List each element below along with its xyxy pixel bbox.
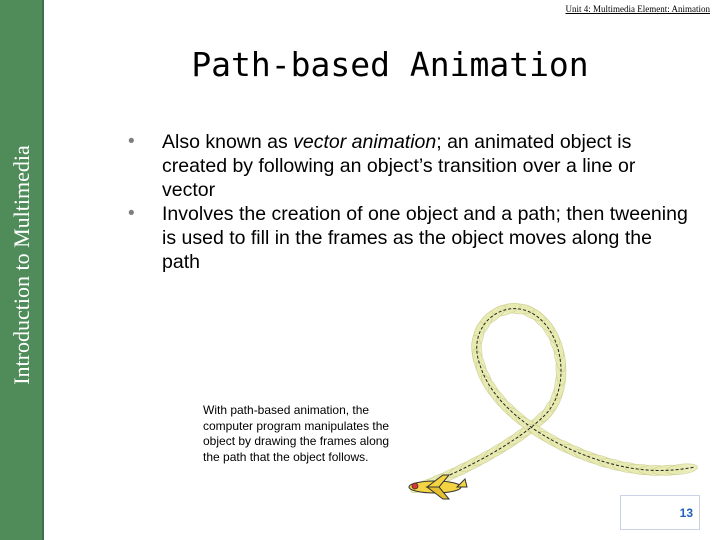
bullet-item (128, 130, 688, 202)
figure-caption: With path-based animation, the computer program manipulates the object by drawing the frames along the path that the object follows. (203, 403, 390, 464)
sidebar (0, 0, 44, 540)
bullet-text-emphasis: vector animation (293, 131, 437, 153)
slide-number: 13 (620, 495, 700, 530)
bullet-text-prefix: Also known as (162, 131, 294, 153)
path-animation-illustration (395, 285, 705, 500)
bullet-item (128, 202, 688, 274)
slide-title: Path-based Animation (191, 45, 589, 84)
bullet-text: Involves the creation of one object and a path; then tweening is used to fill in the frames as the object moves along the path (162, 203, 688, 273)
sidebar-title: Introduction to Multimedia (9, 145, 34, 385)
bullet-icon: • (128, 131, 135, 152)
bullet-icon: • (128, 203, 135, 224)
airplane-icon (409, 475, 467, 499)
ghost-plane-frames (409, 300, 698, 495)
bullet-text-suffix: ; an animated object is created by following an object’s transition over a line or vector (162, 131, 636, 201)
unit-header: Unit 4: Multimedia Element: Animation (565, 4, 710, 14)
bullet-list (128, 130, 688, 274)
